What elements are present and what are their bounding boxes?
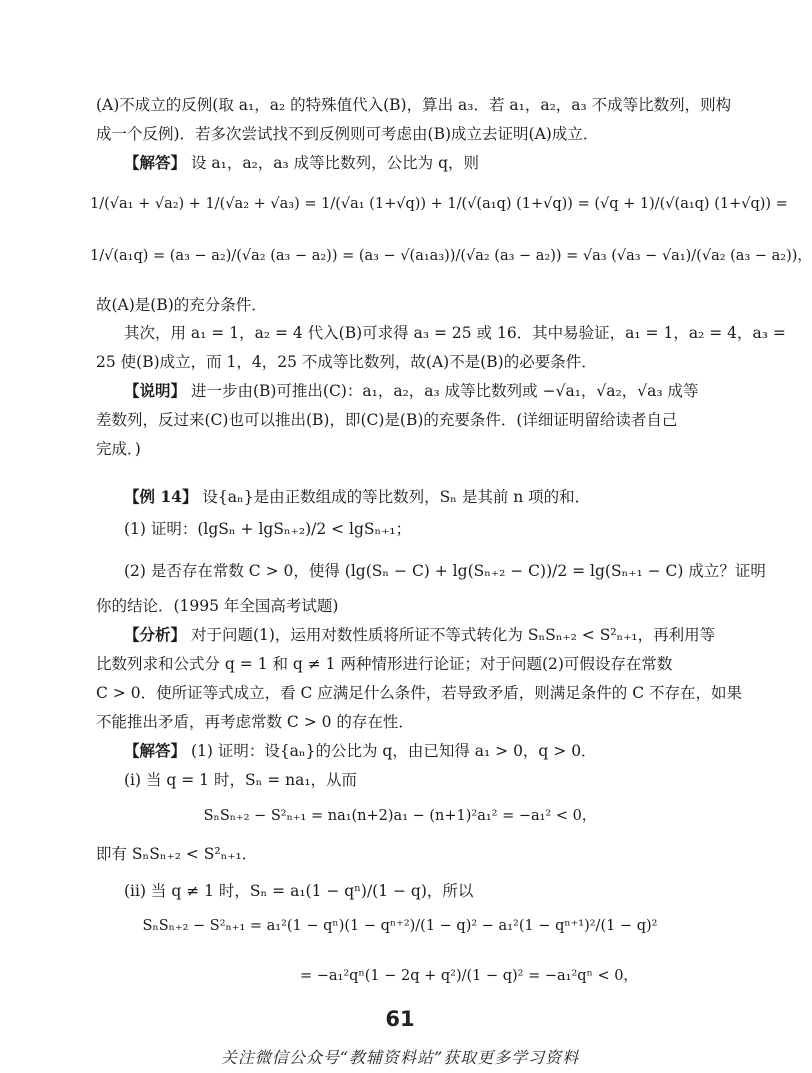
- text-line: 【说明】 进一步由(B)可推出(C)：a₁，a₂，a₃ 成等比数列或 −√a₁，√a₂，√a₃ 成等: [124, 381, 699, 400]
- text-line: (2) 是否存在常数 C > 0，使得 (lg(Sₙ − C) + lg(Sₙ₊₂ − C))/2 = lg(Sₙ₊₁ − C) 成立？证明: [124, 562, 766, 580]
- formula-line: 1/(√a₁ + √a₂) + 1/(√a₂ + √a₃) = 1/(√a₁ (1+√q)) + 1/(√(a₁q) (1+√q)) = (√q + 1)/(√(a₁q) (1+√q)) =: [90, 196, 788, 212]
- text-line: (ⅱ) 当 q ≠ 1 时，Sₙ = a₁(1 − qⁿ)/(1 − q)，所以: [124, 882, 474, 900]
- text-line: 不能推出矛盾，再考虑常数 C > 0 的存在性．: [96, 713, 414, 731]
- text-line: 差数列，反过来(C)也可以推出(B)，即(C)是(B)的充要条件．(详细证明留给读者自己: [96, 411, 678, 429]
- text-line: 【分析】 对于问题(1)，运用对数性质将所证不等式转化为 SₙSₙ₊₂ < S²ₙ₊₁，再利用等: [124, 625, 716, 644]
- text-line: (A)不成立的反例(取 a₁，a₂ 的特殊值代入(B)，算出 a₃．若 a₁，a₂，a₃ 不成等比数列，则构: [96, 96, 732, 114]
- section-label: 【解答】: [124, 741, 187, 760]
- text-line: 其次，用 a₁ = 1，a₂ = 4 代入(B)可求得 a₃ = 25 或 16．其中易验证，a₁ = 1，a₂ = 4，a₃ =: [124, 324, 786, 342]
- text-line: 【解答】 (1) 证明：设{aₙ}的公比为 q，由已知得 a₁ > 0，q > 0．: [124, 741, 597, 760]
- text-line: 完成．): [96, 440, 141, 458]
- text-line: 【例 14】 设{aₙ}是由正数组成的等比数列，Sₙ 是其前 n 项的和．: [124, 487, 591, 506]
- text-line: 故(A)是(B)的充分条件．: [96, 296, 267, 314]
- section-label: 【说明】: [124, 381, 187, 400]
- text-line: 【解答】 设 a₁，a₂，a₃ 成等比数列，公比为 q，则: [124, 153, 480, 172]
- text-line: (ⅰ) 当 q = 1 时，Sₙ = na₁，从而: [124, 771, 358, 789]
- text-line: 成一个反例)．若多次尝试找不到反例则可考虑由(B)成立去证明(A)成立．: [96, 125, 599, 143]
- text-line: 即有 SₙSₙ₊₂ < S²ₙ₊₁．: [96, 845, 258, 863]
- text-line: 25 使(B)成立，而 1，4，25 不成等比数列，故(A)不是(B)的必要条件．: [96, 353, 597, 371]
- section-label: 【分析】: [124, 625, 187, 644]
- text-line: C > 0．使所证等式成立，看 C 应满足什么条件，若导致矛盾，则满足条件的 C 不存在，如果: [96, 684, 742, 702]
- text-line: (1) 证明：(lgSₙ + lgSₙ₊₂)/2 < lgSₙ₊₁；: [124, 520, 412, 538]
- example-label: 【例 14】: [124, 487, 198, 506]
- section-label: 【解答】: [124, 153, 187, 172]
- footer-note: 关注微信公众号“教辅资料站”获取更多学习资料: [220, 1048, 580, 1067]
- text-line: 你的结论．(1995 年全国高考试题): [96, 597, 339, 615]
- formula-line: = −a₁²qⁿ(1 − 2q + q²)/(1 − q)² = −a₁²qⁿ < 0，: [300, 968, 638, 984]
- page-number: 61: [385, 1007, 415, 1031]
- formula-line: SₙSₙ₊₂ − S²ₙ₊₁ = na₁(n+2)a₁ − (n+1)²a₁² = −a₁² < 0，: [203, 808, 597, 824]
- text-line: 比数列求和公式分 q = 1 和 q ≠ 1 两种情形进行论证；对于问题(2)可假设存在常数: [96, 655, 673, 673]
- formula-line: 1/√(a₁q) = (a₃ − a₂)/(√a₂ (a₃ − a₂)) = (a₃ − √(a₁a₃))/(√a₂ (a₃ − a₂)) = √a₃ (√a₃ − √a₁)/(√a₂ (a₃ − a₂))，: [90, 248, 812, 264]
- formula-line: SₙSₙ₊₂ − S²ₙ₊₁ = a₁²(1 − qⁿ)(1 − qⁿ⁺²)/(1 − q)² − a₁²(1 − qⁿ⁺¹)²/(1 − q)²: [142, 918, 658, 934]
